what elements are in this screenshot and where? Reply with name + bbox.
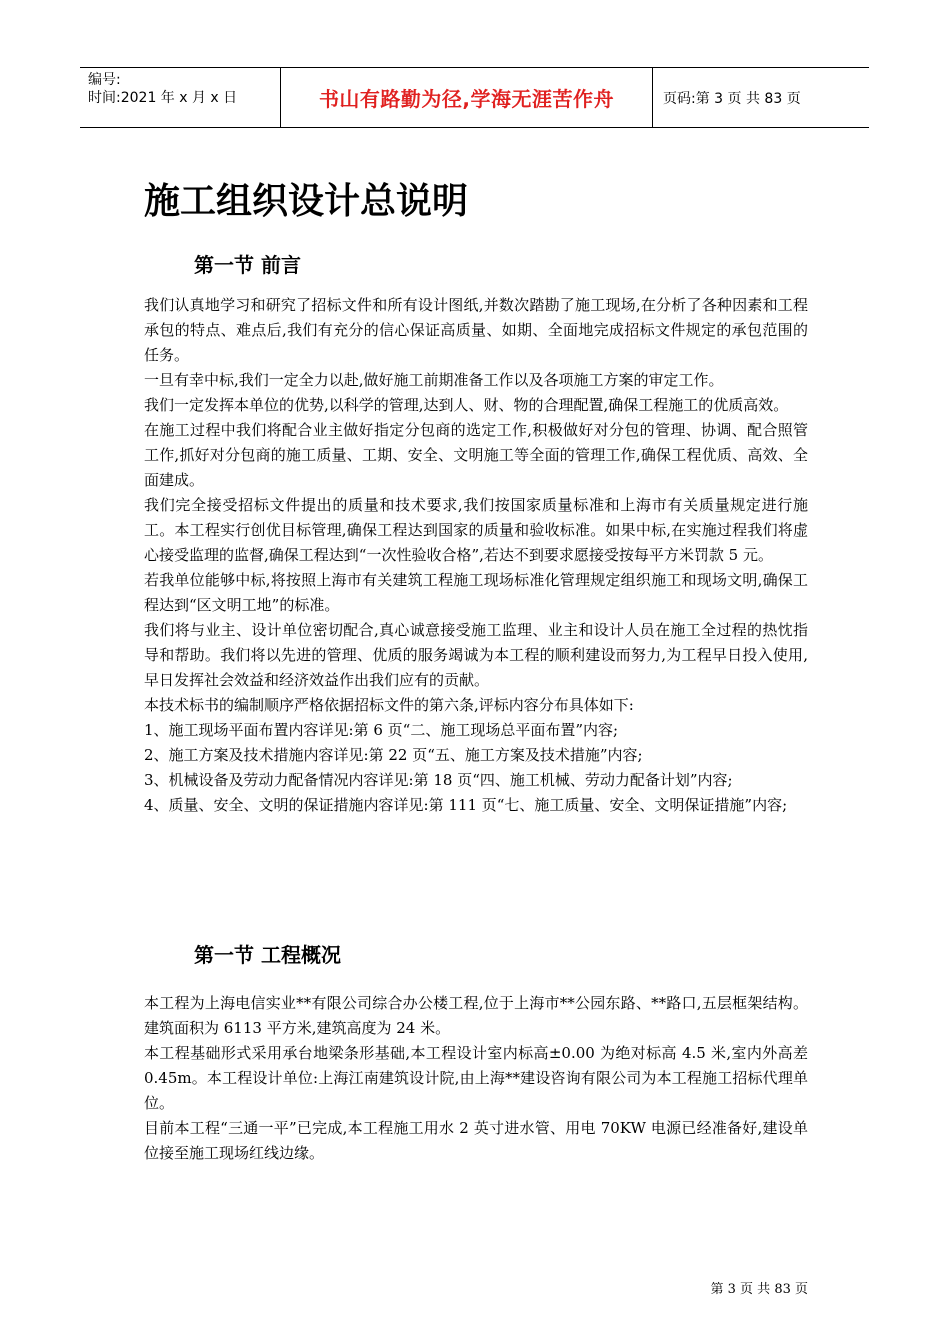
paragraph: 我们完全接受招标文件提出的质量和技术要求,我们按国家质量标准和上海市有关质量规定进行施工。本工程实行创优目标管理,确保工程达到国家的质量和验收标准。如果中标,在实施过程我们将虚心接受监理的监督,确保工程达到“一次性验收合格”,若达不到要求愿接受按每平方米罚款 5 元。: [144, 496, 808, 564]
paragraph: 我们一定发挥本单位的优势,以科学的管理,达到人、财、物的合理配置,确保工程施工的优质高效。: [144, 396, 789, 414]
paragraph: 若我单位能够中标,将按照上海市有关建筑工程施工现场标准化管理规定组织施工和现场文明,确保工程达到“区文明工地”的标准。: [144, 571, 808, 614]
list-item: 2、施工方案及技术措施内容详见:第 22 页“五、施工方案及技术措施”内容;: [144, 746, 643, 764]
paragraph: 一旦有幸中标,我们一定全力以赴,做好施工前期准备工作以及各项施工方案的审定工作。: [144, 371, 724, 389]
header-meta: [80, 68, 281, 127]
page-footer-number: 第 3 页 共 83 页: [710, 1282, 808, 1297]
section-body-preface: [144, 293, 808, 818]
paragraph: 目前本工程“三通一平”已完成,本工程施工用水 2 英寸进水管、用电 70KW 电源已经准备好,建设单位接至施工现场红线边缘。: [144, 1119, 808, 1162]
list-item: 1、施工现场平面布置内容详见:第 6 页“二、施工现场总平面布置”内容;: [144, 721, 619, 739]
header-motto: 书山有路勤为径,学海无涯苦作舟: [281, 68, 653, 127]
section-heading-preface: 第一节 前言: [194, 253, 301, 277]
document-title: 施工组织设计总说明: [144, 181, 469, 222]
document-code-label: 编号:: [88, 72, 121, 88]
document-date-label: 时间:2021 年 x 月 x 日: [88, 90, 238, 106]
list-item: 4、质量、安全、文明的保证措施内容详见:第 111 页“七、施工质量、安全、文明保证措施”内容;: [144, 796, 788, 814]
header-page-info: 页码:第 3 页 共 83 页: [663, 90, 801, 107]
page-header: [80, 67, 869, 128]
section-heading-overview: 第一节 工程概况: [194, 943, 341, 967]
paragraph: 本工程基础形式采用承台地梁条形基础,本工程设计室内标高±0.00 为绝对标高 4.5 米,室内外高差 0.45m。本工程设计单位:上海江南建筑设计院,由上海**建设咨询有限公司为本工程施工招标代理单位。: [144, 1044, 808, 1112]
paragraph: 本技术标书的编制顺序严格依据招标文件的第六条,评标内容分布具体如下:: [144, 696, 634, 714]
paragraph: 我们认真地学习和研究了招标文件和所有设计图纸,并数次踏勘了施工现场,在分析了各种因素和工程承包的特点、难点后,我们有充分的信心保证高质量、如期、全面地完成招标文件规定的承包范围的任务。: [144, 296, 808, 364]
paragraph: 在施工过程中我们将配合业主做好指定分包商的选定工作,积极做好对分包的管理、协调、配合照管工作,抓好对分包商的施工质量、工期、安全、文明施工等全面的管理工作,确保工程优质、高效、全面建成。: [144, 421, 808, 489]
paragraph: 我们将与业主、设计单位密切配合,真心诚意接受施工监理、业主和设计人员在施工全过程的热忱指导和帮助。我们将以先进的管理、优质的服务竭诚为本工程的顺利建设而努力,为工程早日投入使用,早日发挥社会效益和经济效益作出我们应有的贡献。: [144, 621, 808, 689]
paragraph: 本工程为上海电信实业**有限公司综合办公楼工程,位于上海市**公园东路、**路口,五层框架结构。建筑面积为 6113 平方米,建筑高度为 24 米。: [144, 994, 808, 1037]
list-item: 3、机械设备及劳动力配备情况内容详见:第 18 页“四、施工机械、劳动力配备计划”内容;: [144, 771, 733, 789]
section-body-overview: [144, 991, 808, 1166]
